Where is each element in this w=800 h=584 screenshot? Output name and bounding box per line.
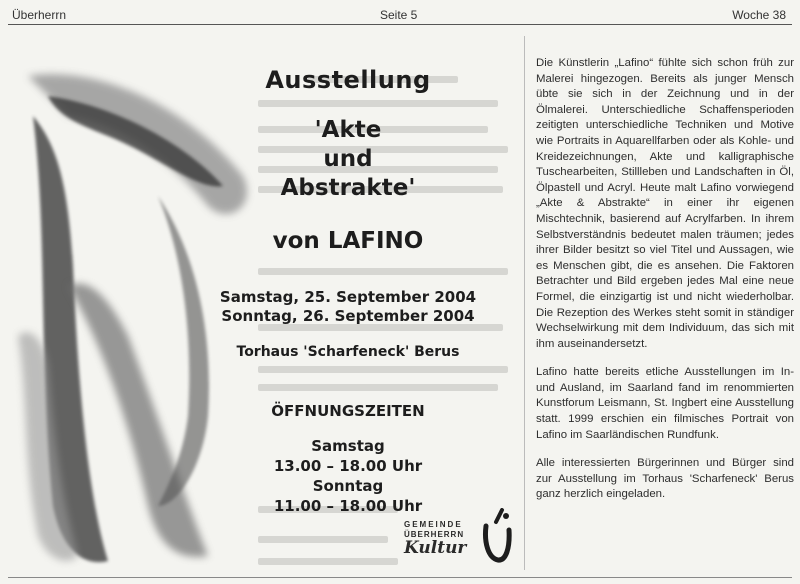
logo-mark-icon <box>478 508 512 566</box>
date-line: Samstag, 25. September 2004 <box>219 288 477 306</box>
poster-artist: von LAFINO <box>272 228 424 254</box>
article-paragraph: Die Künstlerin „Lafino“ fühlte sich schon früh zur Malerei hingezogen. Bereits als junger Mensch übte sie sich in der Zeichnung und in der Ölmalerei. Unterschiedliche Schaffensperioden zeitigten unterschiedliche Techniken und Motive wie Portraits in Aquarellfarben oder als Kohle- und Kreidezeichnungen, Akte und kalligraphische Tuschearbeiten, Stillleben und Landschaften in Öl, Ölpastell und Acryl. Heute malt Lafino vorwiegend „Akte & Abstrakte“ in einer ihr eigenen Mischtechnik, basierend auf Acrylfarben. In ihrem Selbstverständnis bedeutet malen träumen; jedes ihrer Bilder besitzt so viel Titel und Aussagen, wie es Menschen gibt, die es ansehen. Die Faktoren Betrachter und Bild ergeben jedes Mal eine neue Formel, die einzigartig ist und nicht wiederholbar. Die Rezeption des Werkes steht somit in ständiger Wechselwirkung mit dem Individuum, das sich mit ihm auseinandersetzt. <box>536 57 794 350</box>
schedule-time: 11.00 – 18.00 Uhr <box>273 497 423 515</box>
logo-line-kultur: Kultur <box>404 538 467 558</box>
exhibition-poster <box>8 36 522 574</box>
opening-hours-schedule <box>198 436 498 516</box>
subtitle-line: und <box>323 146 373 172</box>
article-text <box>536 56 794 516</box>
gemeinde-kultur-logo <box>404 508 516 570</box>
article-paragraph: Lafino hatte bereits etliche Ausstellungen im In- und Ausland, im Saarland fand im renommierten Kunstforum Leismann, St. Ingbert eine Ausstellung statt. 1999 erschien ein filmisches Portrait von Lafino im Saarländischen Rundfunk. <box>536 366 794 441</box>
column-divider <box>524 36 525 570</box>
subtitle-line: 'Akte <box>314 117 382 143</box>
logo-line-town: ÜBERHERRN <box>404 530 465 539</box>
poster-title: Ausstellung <box>265 66 431 94</box>
header-rule <box>8 24 792 25</box>
logo-line-gemeinde: GEMEINDE <box>404 520 463 529</box>
header-week: Woche 38 <box>732 8 786 22</box>
poster-venue: Torhaus 'Scharfeneck' Berus <box>236 344 460 360</box>
page-header <box>0 0 800 26</box>
article-paragraph: Alle interessierten Bürgerinnen und Bürger sind zur Ausstellung im Torhaus 'Scharfeneck' Berus ganz herzlich eingeladen. <box>536 457 794 501</box>
schedule-day: Samstag <box>311 437 385 455</box>
header-town: Überherrn <box>12 8 67 22</box>
schedule-day: Sonntag <box>312 477 384 495</box>
opening-hours-heading: ÖFFNUNGSZEITEN <box>271 402 425 420</box>
poster-dates <box>198 288 498 326</box>
date-line: Sonntag, 26. September 2004 <box>221 307 475 325</box>
schedule-time: 13.00 – 18.00 Uhr <box>273 457 423 475</box>
subtitle-line: Abstrakte' <box>280 175 416 201</box>
footer-rule <box>8 577 792 578</box>
poster-subtitle <box>198 116 498 203</box>
header-page-number: Seite 5 <box>380 8 418 22</box>
